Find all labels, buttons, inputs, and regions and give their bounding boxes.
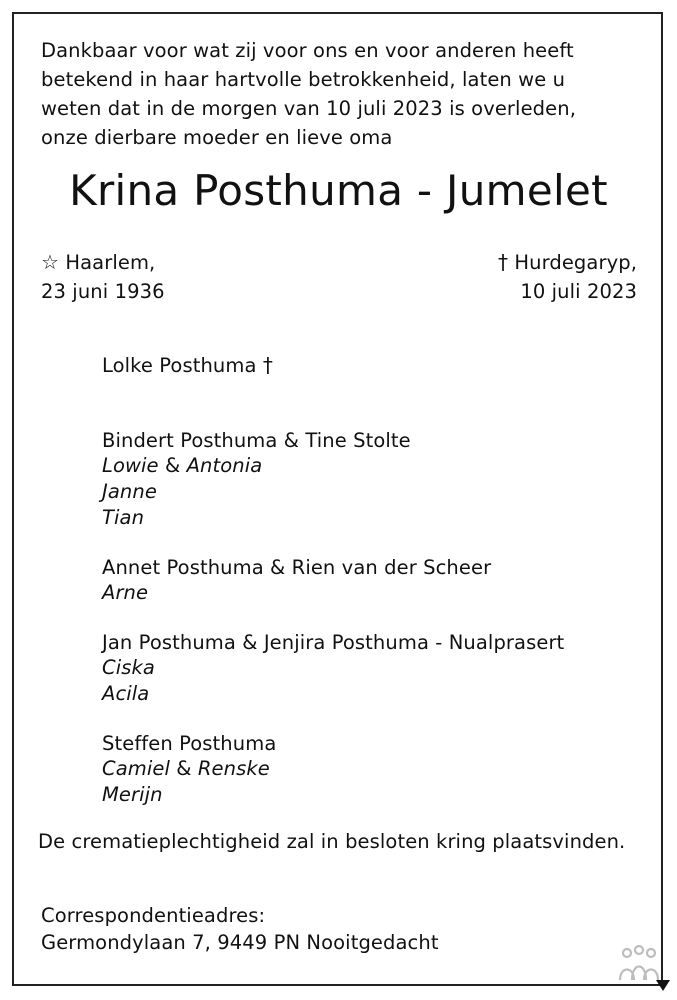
cross-icon: † [497,250,509,274]
grandchild-name: Ciska [102,656,155,679]
correspondence-address: Germondylaan 7, 9449 PN Nooitgedacht [41,931,439,954]
correspondence-label: Correspondentieadres: [41,904,266,927]
death-date: 10 juli 2023 [520,280,637,303]
triangle-down-icon[interactable] [656,980,670,992]
birth-place-line [41,249,155,276]
death-place-line [498,249,637,276]
family-parents: Jan Posthuma & Jenjira Posthuma - Nualprasert [102,631,565,654]
intro-line: Dankbaar voor wat zij voor ons en voor anderen heeft [41,39,574,62]
husband-name: Lolke Posthuma [102,354,257,377]
grandchild-name: Merijn [102,783,163,806]
ampersand: & [170,757,198,780]
grandchild-name: Lowie [102,454,159,477]
cross-icon: † [262,353,273,377]
grandchild-name: Arne [102,581,149,604]
deceased-name: Krina Posthuma - Jumelet [69,166,608,215]
grandchildren-line [102,756,270,782]
grandchild-name: Camiel [102,757,170,780]
grandchildren-line [102,453,262,479]
intro-line: betekend in haar hartvolle betrokkenheid, laten we u [41,68,566,91]
grandchild-name: Tian [102,506,145,529]
grandchild-name: Renske [197,757,270,780]
family-parents: Bindert Posthuma & Tine Stolte [102,429,411,452]
grandchild-name: Antonia [186,454,263,477]
intro-line: weten dat in de morgen van 10 juli 2023 is overleden, [41,97,576,120]
star-icon: ☆ [41,250,60,274]
family-parents: Annet Posthuma & Rien van der Scheer [102,556,492,579]
ampersand: & [158,454,187,477]
grandchild-name: Acila [102,682,150,705]
death-place: Hurdegaryp, [514,251,637,274]
birth-date: 23 juni 1936 [41,280,165,303]
intro-text [41,36,576,152]
husband-line [102,352,273,379]
grandchild-name: Janne [102,480,157,503]
cremation-notice: De crematieplechtigheid zal in besloten kring plaatsvinden. [38,830,626,853]
intro-line: onze dierbare moeder en lieve oma [41,126,393,149]
birth-place: Haarlem, [65,251,156,274]
people-group-logo-icon [614,944,664,984]
family-parents: Steffen Posthuma [102,732,277,755]
